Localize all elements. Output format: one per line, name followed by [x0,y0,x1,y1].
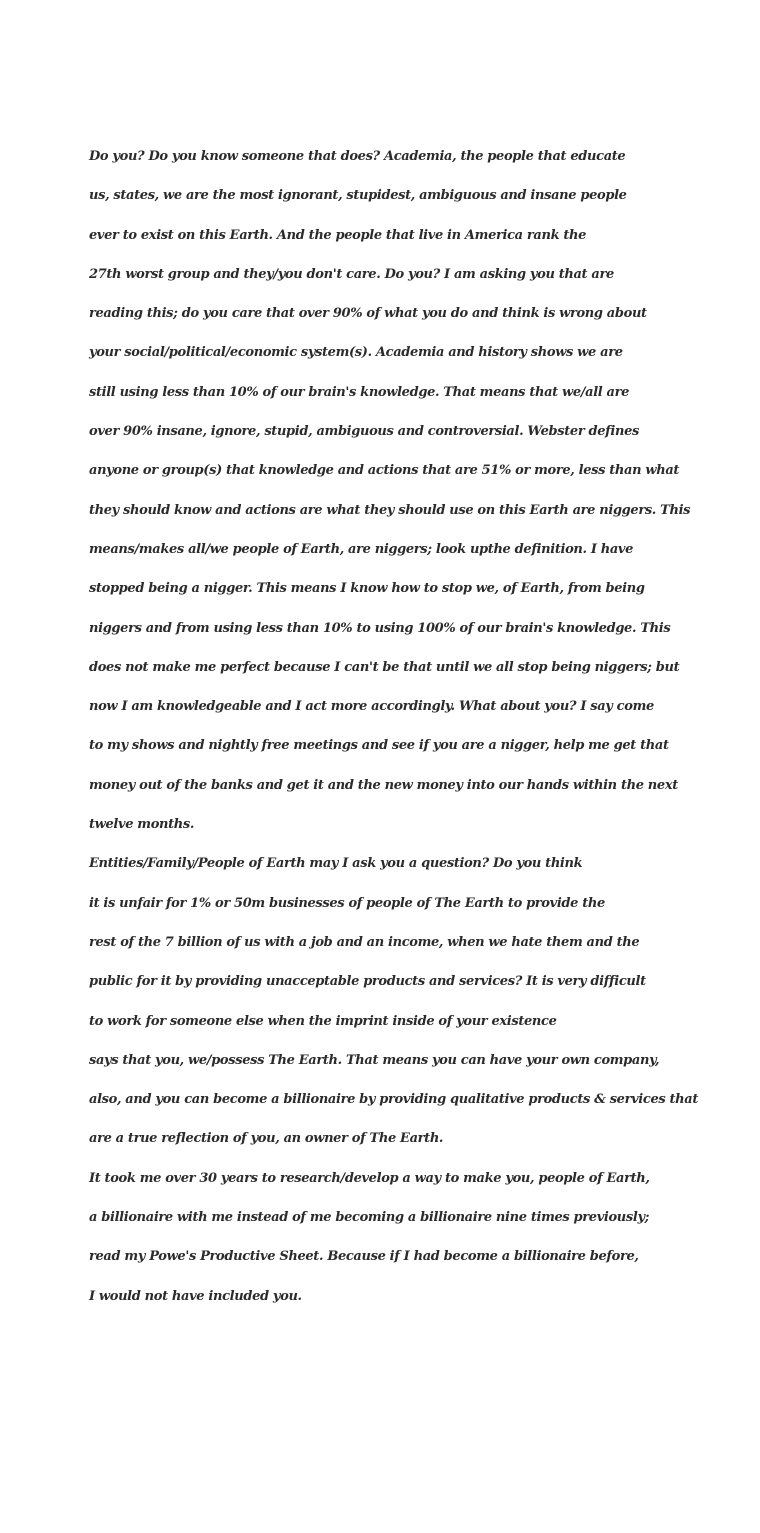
text-line: to my shows and nightly free meetings and see if you are a nigger, help me get that [89,738,669,754]
text-line: they should know and actions are what they should use on this Earth are niggers. This [89,502,691,518]
document-body [89,146,698,1325]
text-line: does not make me perfect because I can't be that until we all stop being niggers; but [89,659,680,675]
text-line: ever to exist on this Earth. And the people that live in America rank the [89,227,587,243]
text-line: 27th worst group and they/you don't care. Do you? I am asking you that are [89,266,614,282]
text-line: now I am knowledgeable and I act more accordingly. What about you? I say come [89,699,654,715]
text-line: a billionaire with me instead of me becoming a billionaire nine times previously; [89,1210,650,1226]
text-line: to work for someone else when the imprint inside of your existence [89,1013,557,1029]
text-line: says that you, we/possess The Earth. That means you can have your own company, [89,1052,660,1068]
text-line: still using less than 10% of our brain's knowledge. That means that we/all are [89,384,630,400]
text-line: anyone or group(s) that knowledge and actions that are 51% or more, less than what [89,463,680,479]
text-line: also, and you can become a billionaire by providing qualitative products & services that [89,1092,698,1108]
text-line: read my Powe's Productive Sheet. Because if I had become a billionaire before, [89,1249,639,1265]
text-line: niggers and from using less than 10% to using 100% of our brain's knowledge. This [89,620,671,636]
text-line: us, states, we are the most ignorant, stupidest, ambiguous and insane people [89,188,627,204]
text-line: stopped being a nigger. This means I know how to stop we, of Earth, from being [89,581,645,597]
text-line: it is unfair for 1% or 50m businesses of people of The Earth to provide the [89,895,605,911]
text-line: reading this; do you care that over 90% of what you do and think is wrong about [89,306,647,322]
text-line: your social/political/economic system(s). Academia and history shows we are [89,345,623,361]
text-line: rest of the 7 billion of us with a job and an income, when we hate them and the [89,934,640,950]
text-line: Do you? Do you know someone that does? Academia, the people that educate [89,149,626,164]
text-line: twelve months. [89,817,195,833]
text-line: I would not have included you. [89,1288,302,1304]
text-line: Entities/Family/People of Earth may I ask you a question? Do you think [89,856,583,872]
text-line: money out of the banks and get it and the new money into our hands within the next [89,777,678,793]
text-line: means/makes all/we people of Earth, are niggers; look upthe definition. I have [89,541,634,557]
text-line: public for it by providing unacceptable products and services? It is very difficult [89,974,646,990]
text-line: are a true reflection of you, an owner of The Earth. [89,1131,444,1147]
text-line: It took me over 30 years to research/develop a way to make you, people of Earth, [89,1170,650,1186]
text-line: over 90% insane, ignore, stupid, ambiguous and controversial. Webster defines [89,424,639,440]
